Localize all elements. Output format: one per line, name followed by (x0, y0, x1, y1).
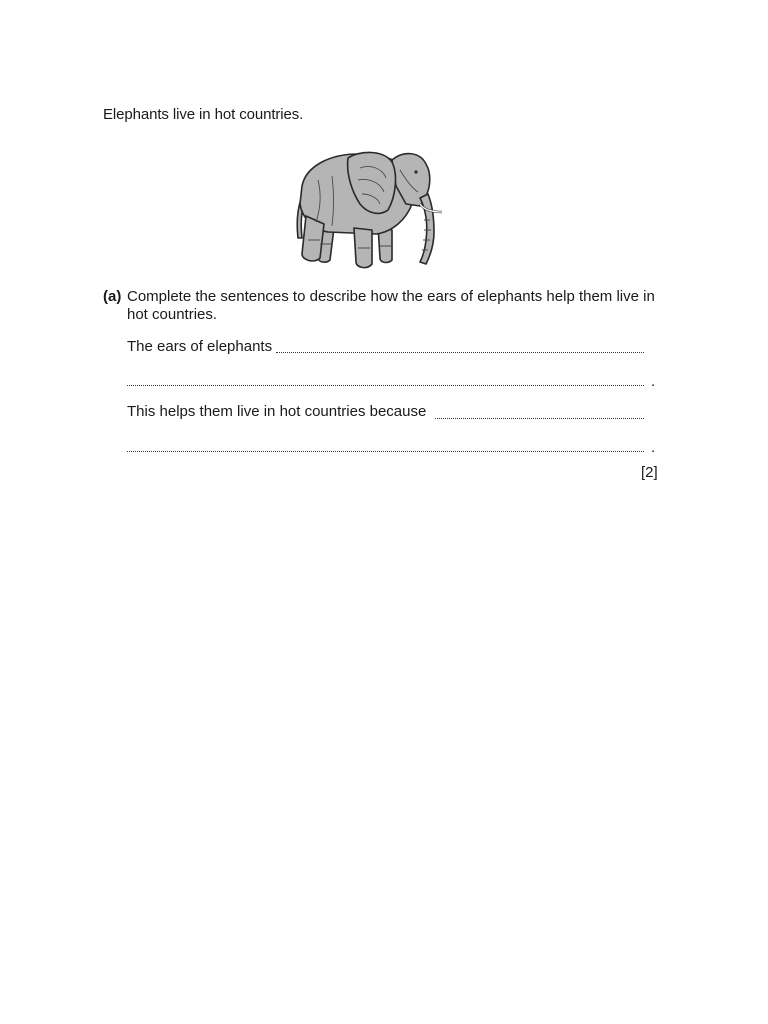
prompt-because: This helps them live in hot countries because (127, 403, 427, 420)
intro-text: Elephants live in hot countries. (103, 106, 304, 123)
line-end-dot: . (651, 439, 656, 456)
answer-line-3[interactable] (435, 418, 644, 419)
marks-label: [2] (641, 464, 658, 481)
question-label: (a) (103, 288, 122, 305)
prompt-ears: The ears of elephants (127, 338, 273, 355)
question-text: Complete the sentences to describe how the ears of elephants help them live in hot countries. (127, 288, 655, 323)
elephant-icon (288, 140, 448, 272)
answer-line-2[interactable] (127, 385, 644, 386)
line-end-dot: . (651, 373, 656, 390)
answer-line-1[interactable] (276, 352, 644, 353)
answer-line-4[interactable] (127, 451, 644, 452)
